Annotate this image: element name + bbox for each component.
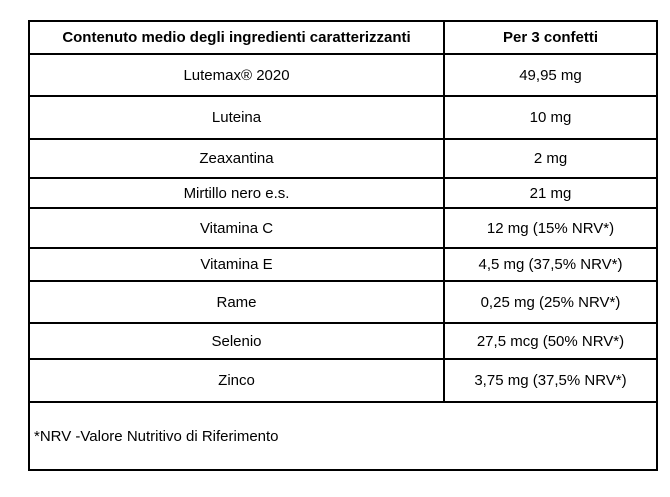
row-ingredient: Vitamina C <box>29 208 444 248</box>
table-row <box>29 139 657 178</box>
table-row <box>29 54 657 96</box>
table-row <box>29 96 657 139</box>
row-ingredient: Mirtillo nero e.s. <box>29 178 444 208</box>
row-amount: 3,75 mg (37,5% NRV*) <box>444 359 657 402</box>
row-ingredient: Selenio <box>29 323 444 359</box>
row-amount: 10 mg <box>444 96 657 139</box>
row-amount: 2 mg <box>444 139 657 178</box>
row-ingredient: Luteina <box>29 96 444 139</box>
table-row <box>29 208 657 248</box>
row-amount: 49,95 mg <box>444 54 657 96</box>
row-amount: 4,5 mg (37,5% NRV*) <box>444 248 657 281</box>
row-ingredient: Vitamina E <box>29 248 444 281</box>
row-amount: 27,5 mcg (50% NRV*) <box>444 323 657 359</box>
row-ingredient: Zinco <box>29 359 444 402</box>
footnote: *NRV -Valore Nutritivo di Riferimento <box>29 402 657 470</box>
row-ingredient: Lutemax® 2020 <box>29 54 444 96</box>
table-row <box>29 323 657 359</box>
ingredients-table <box>28 20 658 471</box>
table-row <box>29 359 657 402</box>
table-row <box>29 248 657 281</box>
row-amount: 0,25 mg (25% NRV*) <box>444 281 657 323</box>
row-ingredient: Zeaxantina <box>29 139 444 178</box>
header-ingredient: Contenuto medio degli ingredienti caratterizzanti <box>29 21 444 54</box>
row-ingredient: Rame <box>29 281 444 323</box>
footnote-row <box>29 402 657 470</box>
header-amount: Per 3 confetti <box>444 21 657 54</box>
table-row <box>29 178 657 208</box>
row-amount: 12 mg (15% NRV*) <box>444 208 657 248</box>
table-header-row <box>29 21 657 54</box>
table-row <box>29 281 657 323</box>
row-amount: 21 mg <box>444 178 657 208</box>
